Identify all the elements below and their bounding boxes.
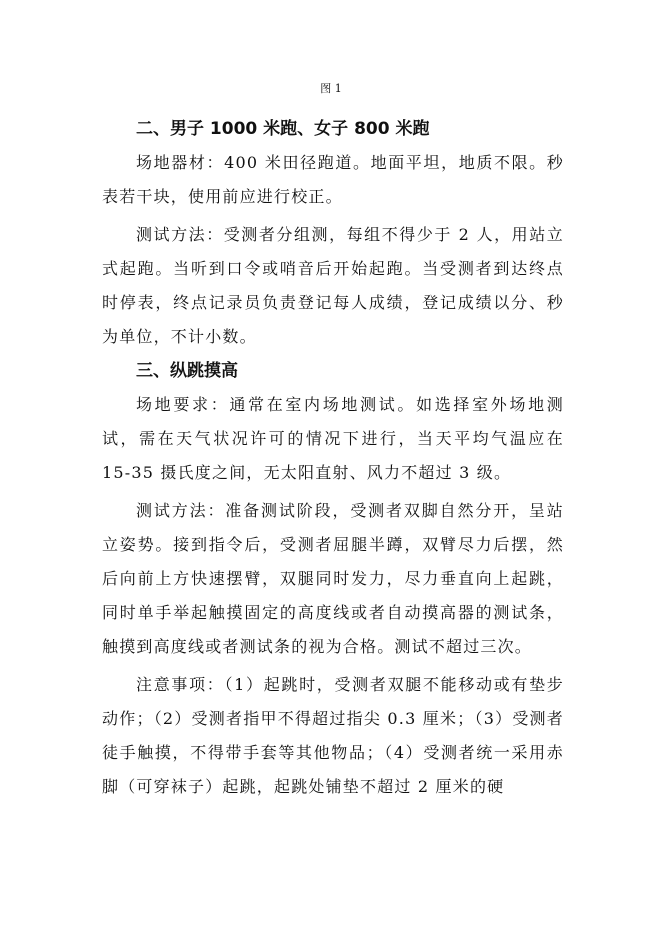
paragraph-running-equipment: 场地器材：400 米田径跑道。地面平坦，地质不限。秒表若干块，使用前应进行校正。 bbox=[102, 153, 564, 206]
paragraph-running-method: 测试方法：受测者分组测，每组不得少于 2 人，用站立式起跑。当听到口令或哨音后开始起跑。当受测者到达终点时停表，终点记录员负责登记每人成绩，登记成绩以分、秒为单位，不计小数。 bbox=[102, 225, 564, 346]
document-body bbox=[102, 112, 564, 804]
section-heading-vertical-jump: 三、纵跳摸高 bbox=[136, 361, 238, 381]
figure-caption: 图 1 bbox=[320, 82, 342, 95]
section-heading-running: 二、男子 1000 米跑、女子 800 米跑 bbox=[136, 119, 430, 139]
paragraph-jump-venue: 场地要求：通常在室内场地测试。如选择室外场地测试，需在天气状况许可的情况下进行，当天平均气温应在 15-35 摄氏度之间，无太阳直射、风力不超过 3 级。 bbox=[102, 395, 564, 482]
paragraph-jump-method: 测试方法：准备测试阶段，受测者双脚自然分开，呈站立姿势。接到指令后，受测者屈腿半蹲，双臂尽力后摆，然后向前上方快速摆臂，双腿同时发力，尽力垂直向上起跳，同时单手举起触摸固定的高度线或者自动摸高器的测试条，触摸到高度线或者测试条的视为合格。测试不超过三次。 bbox=[102, 501, 564, 656]
paragraph-jump-notes: 注意事项：（1）起跳时，受测者双腿不能移动或有垫步动作；（2）受测者指甲不得超过指尖 0.3 厘米；（3）受测者徒手触摸，不得带手套等其他物品；（4）受测者统一采用赤脚（可穿袜子）起跳，起跳处铺垫不超过 2 厘米的硬 bbox=[102, 675, 564, 796]
